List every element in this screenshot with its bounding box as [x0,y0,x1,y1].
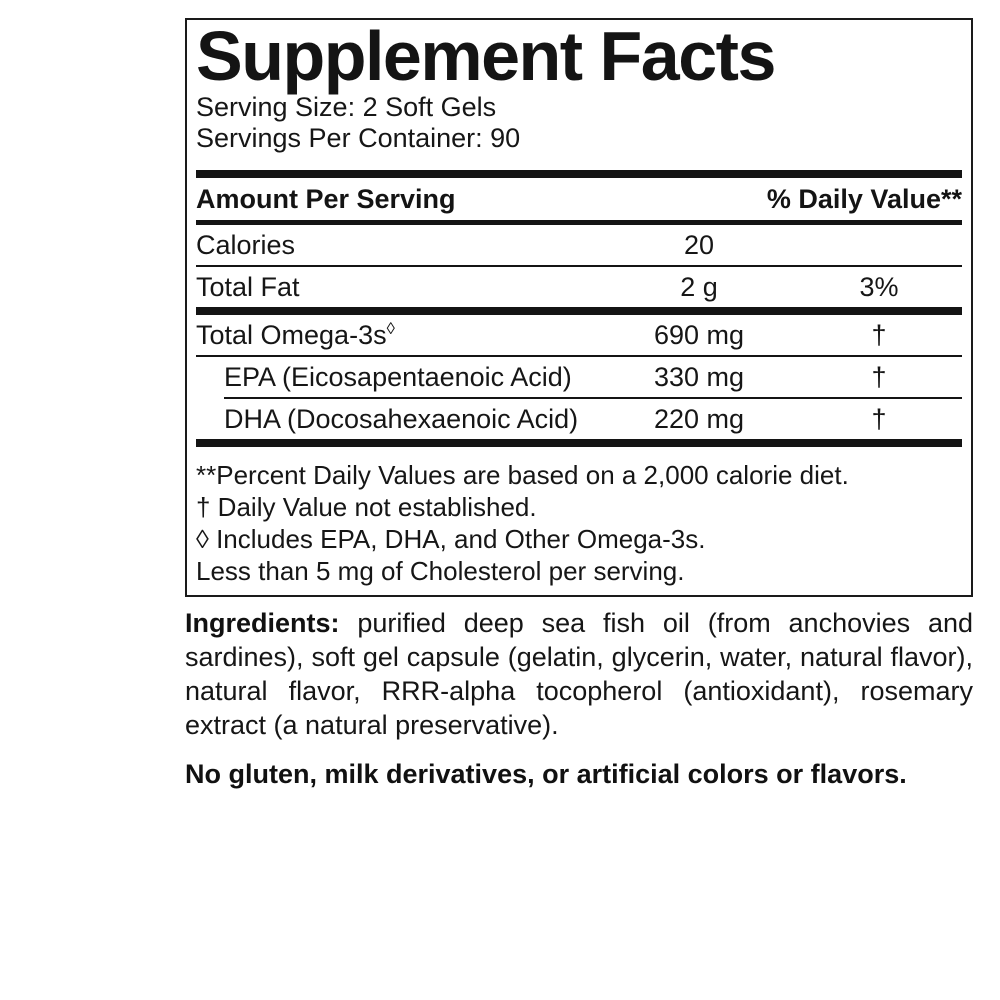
amount-per-serving-header: Amount Per Serving [196,183,456,214]
supplement-facts-panel [185,18,973,597]
footnote-dv-not-established: † Daily Value not established. [196,492,537,522]
table-row-total-fat [196,267,962,307]
nutrient-name: DHA (Docosahexaenoic Acid) [224,403,579,434]
nutrient-symbol: ◊ [386,318,395,338]
divider-heavy-bottom [196,439,962,447]
footnote-omega-includes: ◊ Includes EPA, DHA, and Other Omega-3s. [196,524,706,554]
nutrient-amount: 220 mg [653,403,745,434]
nutrient-amount: 2 g [680,271,718,302]
divider-heavy-mid [196,307,962,315]
nutrient-name: Total Omega-3s [196,319,387,350]
nutrient-daily-value: † [871,361,887,392]
nutrient-name: EPA (Eicosapentaenoic Acid) [224,361,572,392]
footnotes [196,447,962,587]
ingredients-label: Ingredients: [185,608,340,638]
nutrient-amount: 690 mg [653,319,745,350]
footnote-cholesterol: Less than 5 mg of Cholesterol per serving. [196,556,685,586]
allergen-claim: No gluten, milk derivatives, or artificial colors or flavors. [185,759,907,789]
table-row-calories [196,225,962,265]
nutrient-daily-value: † [871,319,887,350]
footnote-daily-values: **Percent Daily Values are based on a 2,000 calorie diet. [196,460,849,490]
divider-heavy-top [196,170,962,178]
serving-size: Serving Size: 2 Soft Gels [196,92,497,122]
supplement-label [185,18,973,790]
ingredients-text: purified deep sea fish oil (from anchovies and sardines), soft gel capsule (gelatin, glycerin, water, natural flavor), natural flavor, RRR-alpha tocopherol (antioxidant), rosemary extract (a natural preservative). [185,608,973,740]
table-row-total-omega3s [196,315,962,355]
panel-title: Supplement Facts [196,18,775,95]
nutrient-name: Calories [196,229,296,260]
nutrient-daily-value: 3% [859,271,899,302]
table-row-dha [196,399,962,439]
nutrient-amount: 330 mg [653,361,745,392]
nutrient-name: Total Fat [196,271,300,302]
table-header-row [196,178,962,220]
nutrient-daily-value: † [871,403,887,434]
daily-value-header: % Daily Value** [766,183,962,214]
servings-per-container: Servings Per Container: 90 [196,123,521,153]
nutrient-amount: 20 [683,229,715,260]
ingredients-paragraph [185,606,973,742]
table-row-epa [196,357,962,397]
